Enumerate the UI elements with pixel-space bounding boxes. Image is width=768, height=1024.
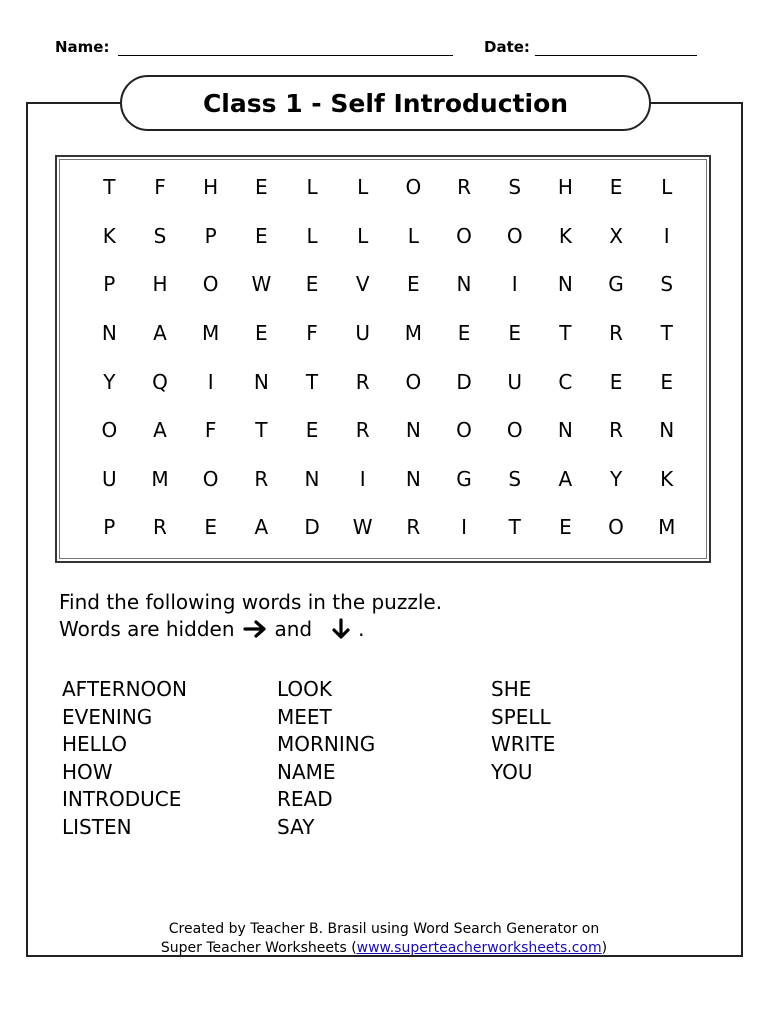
grid-letter: N [557,418,573,443]
word-list-item: LISTEN [62,814,132,839]
grid-letter: I [511,272,518,297]
grid-letter: N [405,466,421,491]
grid-letter: O [202,466,219,491]
name-label: Name: [55,38,110,56]
grid-letter: R [609,321,623,346]
grid-letter: R [355,369,370,394]
grid-letter: O [101,418,118,443]
page-title: Class 1 - Self Introduction [202,88,569,118]
grid-letter: N [557,272,573,297]
grid-letter: R [153,515,167,540]
word-list-item: NAME [277,759,336,784]
word-list-item: YOU [491,759,533,784]
grid-letter: E [457,321,471,346]
grid-letter: W [352,515,373,540]
grid-letter: O [506,418,523,443]
super-teacher-worksheets-link[interactable]: www.superteacherworksheets.com [356,940,602,956]
grid-letter: O [202,272,219,297]
word-search-grid [84,163,692,552]
grid-letter: Y [609,466,623,491]
grid-letter: H [203,175,219,200]
grid-letter: L [306,175,318,200]
word-column-2 [277,676,375,841]
grid-letter: P [103,272,116,297]
grid-letter: R [254,466,269,491]
word-list-item: SHE [491,677,532,701]
grid-letter: T [559,321,572,346]
grid-letter: U [507,369,523,394]
grid-row [84,260,692,309]
grid-letter: N [659,418,675,443]
worksheet-header [0,38,768,62]
grid-letter: N [101,321,117,346]
grid-letter: U [355,321,371,346]
grid-letter: E [204,515,217,540]
grid-letter: I [359,466,366,491]
grid-letter: G [456,466,472,491]
grid-letter: H [557,175,573,200]
arrow-down-icon [330,618,352,640]
word-list-item: EVENING [62,704,153,729]
grid-letter: D [304,515,320,540]
grid-letter: N [405,418,421,443]
grid-letter: A [558,466,573,491]
grid-row [84,163,692,212]
grid-row [84,503,692,552]
grid-letter: E [305,418,319,443]
grid-letter: I [207,369,214,394]
word-list-item: HOW [62,759,113,784]
grid-letter: S [660,272,674,297]
grid-letter: V [355,272,370,297]
footer-site-text: Super Teacher Worksheets ( [160,940,357,956]
footer-credit [0,920,768,958]
grid-letter: E [255,175,268,200]
instructions-period: . [358,617,365,641]
grid-letter: O [405,369,422,394]
footer-line-2 [0,939,768,958]
grid-letter: K [660,466,674,491]
grid-letter: R [355,418,370,443]
grid-letter: P [103,515,116,540]
grid-letter: O [506,223,523,248]
grid-letter: K [558,223,572,248]
footer-close-paren: ) [601,940,608,956]
grid-letter: F [204,418,217,443]
grid-letter: S [508,466,522,491]
grid-row [84,406,692,455]
grid-letter: I [663,223,670,248]
word-list-item: SAY [277,814,315,839]
grid-letter: Y [103,369,116,394]
grid-letter: M [404,321,422,346]
grid-row [84,357,692,406]
grid-letter: E [609,175,623,200]
grid-letter: G [608,272,624,297]
instructions-line-2 [59,616,442,643]
instructions-hidden-text: Words are hidden [59,617,235,641]
word-column-1 [62,676,187,841]
grid-letter: N [253,369,269,394]
grid-letter: E [508,321,522,346]
footer-line-1: Created by Teacher B. Brasil using Word Search Generator on [168,921,600,937]
grid-letter: D [456,369,472,394]
word-list-item: AFTERNOON [62,677,187,701]
grid-letter: R [457,175,471,200]
grid-letter: E [255,223,268,248]
grid-letter: P [204,223,217,248]
grid-letter: O [456,223,472,248]
grid-letter: C [558,369,573,394]
grid-letter: T [103,175,116,200]
instructions [59,589,442,643]
grid-letter: M [151,466,169,491]
word-column-3 [491,676,555,786]
grid-letter: L [357,175,369,200]
grid-letter: M [658,515,676,540]
word-list-item: MEET [277,704,332,729]
grid-letter: T [255,418,268,443]
grid-letter: E [407,272,420,297]
grid-letter: Q [152,369,168,394]
grid-letter: O [456,418,472,443]
grid-letter: O [608,515,624,540]
grid-row [84,455,692,504]
grid-letter: A [153,418,167,443]
date-label: Date: [484,38,530,56]
word-list-item: INTRODUCE [62,787,182,811]
word-list-item: READ [277,787,333,811]
grid-letter: N [304,466,320,491]
word-list-item: HELLO [62,732,127,756]
grid-letter: E [559,515,572,540]
grid-letter: E [305,272,319,297]
grid-letter: E [660,369,674,394]
grid-letter: W [251,272,272,297]
grid-letter: A [254,515,269,540]
instructions-and-text: and [274,617,313,641]
arrow-right-icon [243,619,269,639]
grid-letter: F [154,175,166,200]
grid-letter: L [407,223,419,248]
grid-letter: X [609,223,623,248]
grid-letter: L [306,223,318,248]
grid-letter: E [255,321,268,346]
grid-letter: H [152,272,168,297]
grid-letter: K [102,223,116,248]
grid-letter: T [508,515,521,540]
name-blank-line [118,55,453,56]
word-list-item: WRITE [491,732,556,756]
grid-letter: O [405,175,422,200]
grid-letter: R [406,515,421,540]
word-list-item: SPELL [491,704,551,729]
title-banner [120,75,651,131]
grid-letter: L [357,223,369,248]
grid-letter: N [456,272,472,297]
grid-letter: S [153,223,167,248]
grid-letter: U [102,466,117,491]
word-list-item: MORNING [277,732,376,756]
grid-letter: E [609,369,623,394]
grid-row [84,309,692,358]
grid-letter: A [153,321,167,346]
instructions-line-1: Find the following words in the puzzle. [59,590,443,614]
date-blank-line [535,55,697,56]
grid-letter: T [305,369,319,394]
grid-letter: I [461,515,467,540]
grid-letter: M [202,321,220,346]
grid-letter: F [306,321,318,346]
grid-letter: R [609,418,623,443]
grid-letter: S [508,175,522,200]
grid-letter: L [661,175,673,200]
grid-letter: T [660,321,673,346]
grid-row [84,212,692,261]
word-list-item: LOOK [277,677,333,701]
